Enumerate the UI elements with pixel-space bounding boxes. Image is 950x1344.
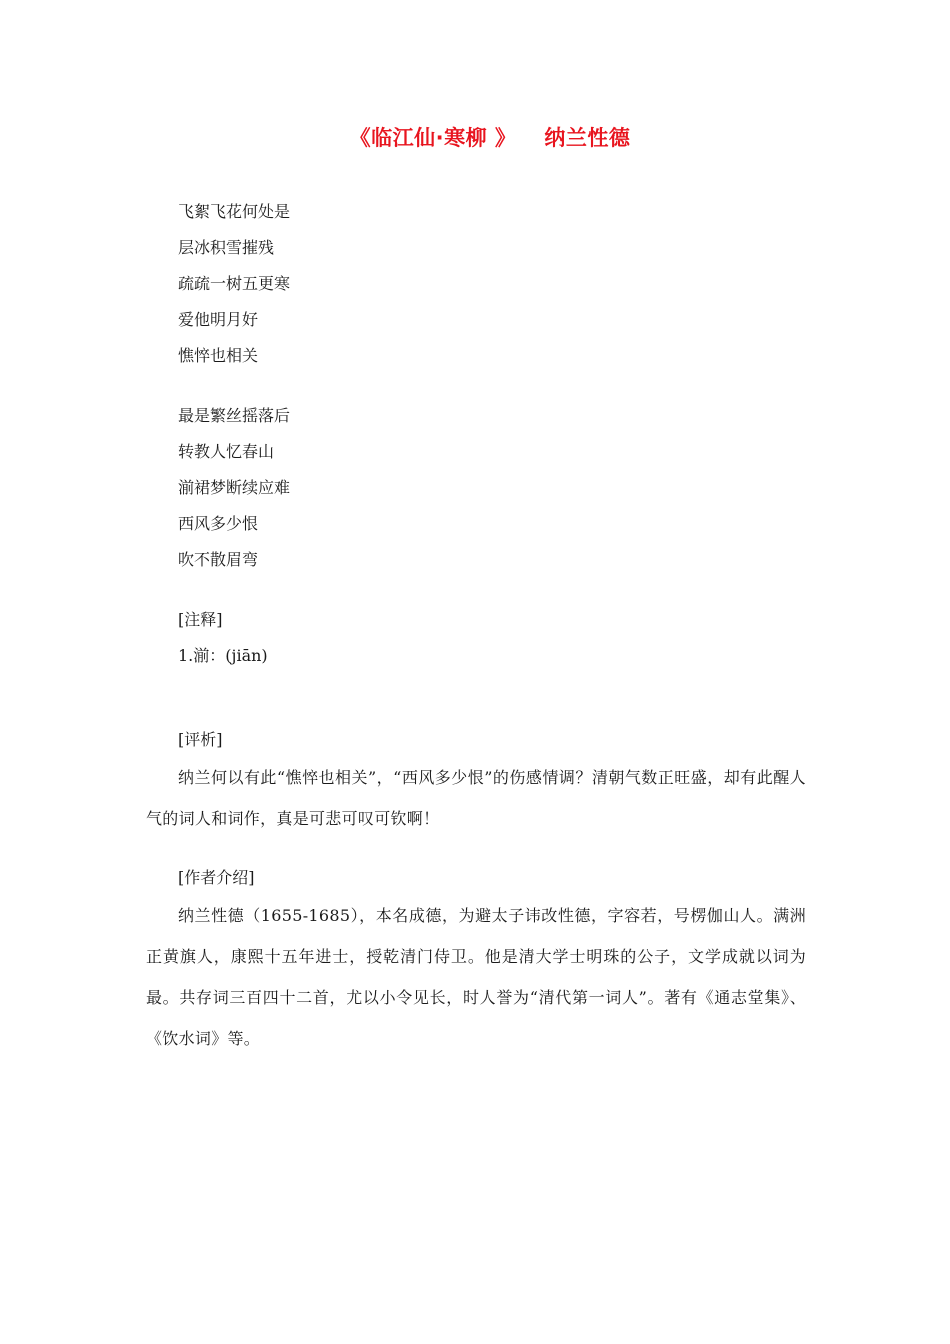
- poem-line: 湔裙梦断续应难: [178, 478, 291, 497]
- commentary-heading: [评析]: [178, 730, 223, 749]
- poem-title: 《临江仙·寒柳 》: [349, 126, 517, 150]
- page-title: [0, 122, 950, 152]
- notes-heading: [注释]: [178, 610, 223, 629]
- commentary-text: 纳兰何以有此“憔悴也相关”，“西风多少恨”的伤感情调？清朝气数正旺盛，却有此醒人气的词人和词作，真是可悲可叹可钦啊！: [146, 768, 806, 828]
- poem-line: 憔悴也相关: [178, 346, 259, 365]
- poem-line: 吹不散眉弯: [178, 550, 259, 569]
- poem-stanza-1: [178, 194, 290, 374]
- author-intro-text: 纳兰性德（1655-1685），本名成德，为避太子讳改性德，字容若，号楞伽山人。满洲正黄旗人，康熙十五年进士，授乾清门侍卫。他是清大学士明珠的公子，文学成就以词为最。共存词三百四十二首，尤以小令见长，时人誉为“清代第一词人”。著有《通志堂集》、《饮水词》等。: [146, 906, 806, 1048]
- note-item: 1.湔：(jiān): [178, 646, 268, 665]
- poem-line: 西风多少恨: [178, 514, 259, 533]
- poem-line: 飞絮飞花何处是: [178, 202, 291, 221]
- poem-line: 爱他明月好: [178, 310, 259, 329]
- poem-line: 最是繁丝摇落后: [178, 406, 291, 425]
- poem-stanza-2: [178, 398, 290, 578]
- author-intro-heading: [作者介绍]: [178, 868, 255, 887]
- poem-line: 疏疏一树五更寒: [178, 274, 291, 293]
- poem-author: 纳兰性德: [544, 126, 631, 150]
- poem-line: 层冰积雪摧残: [178, 238, 275, 257]
- poem-line: 转教人忆春山: [178, 442, 275, 461]
